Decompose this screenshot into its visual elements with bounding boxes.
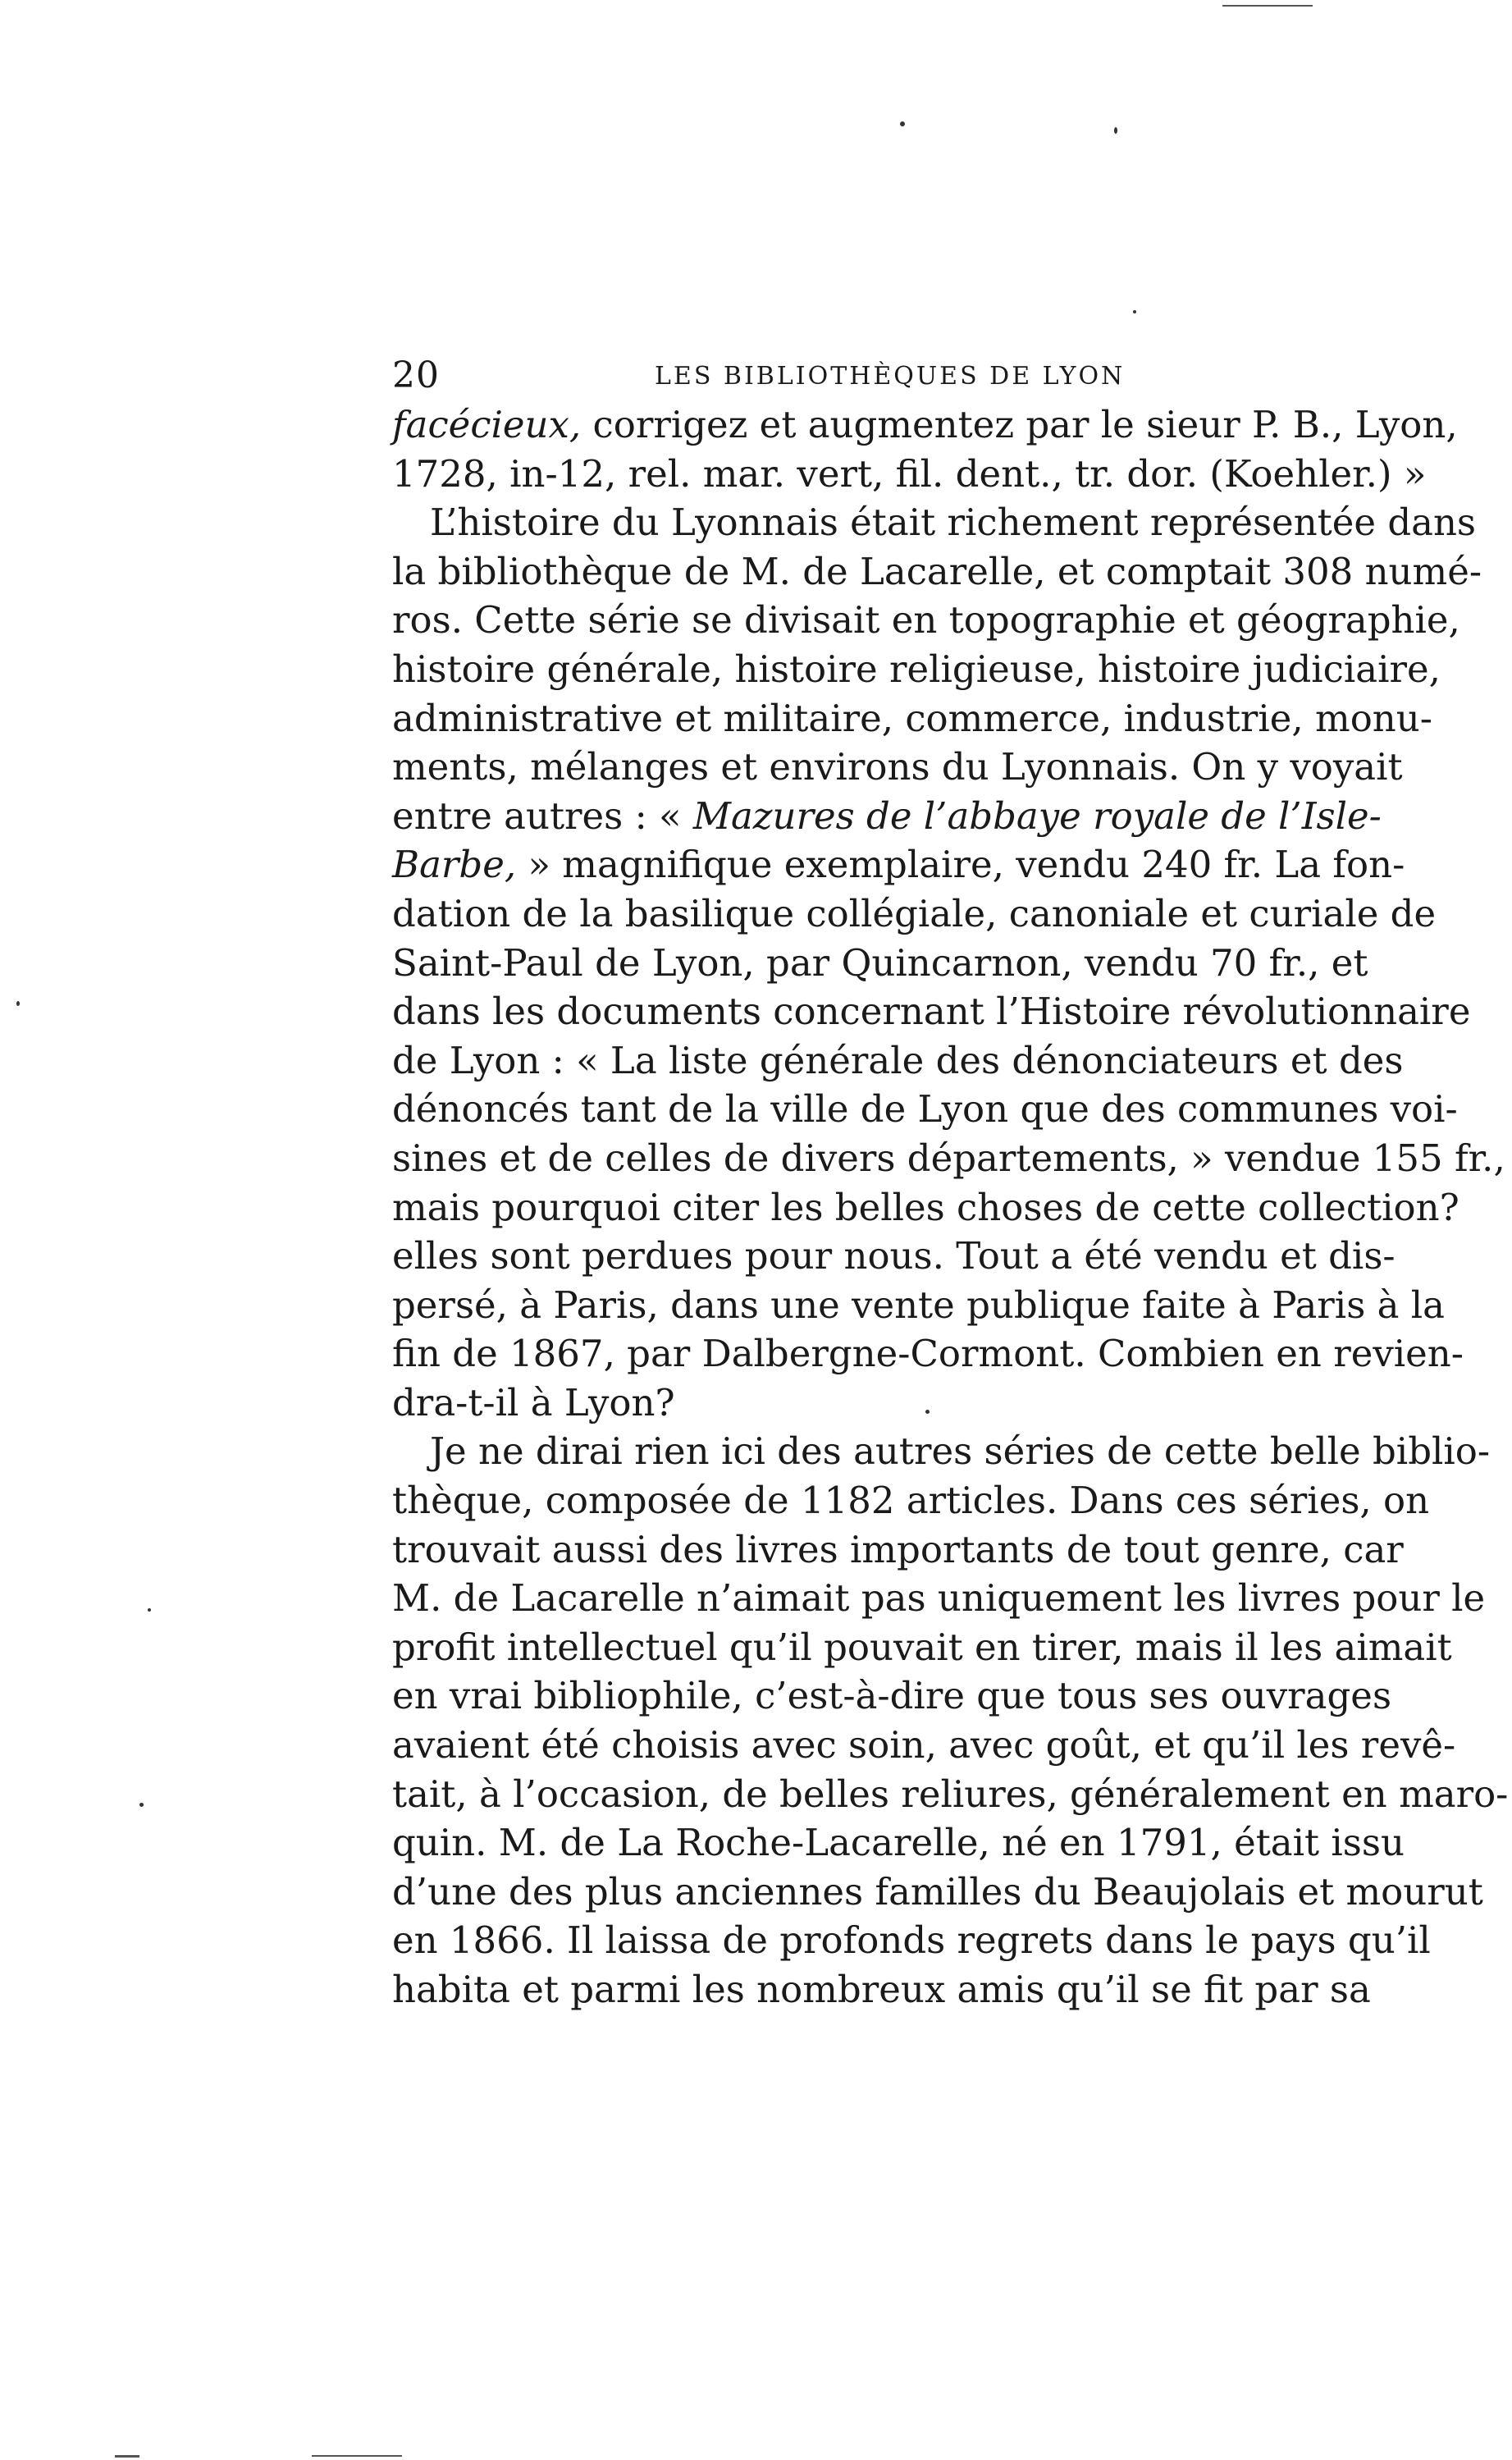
text-line: Saint-Paul de Lyon, par Quincarnon, vendu 70 fr., et [392, 940, 1368, 985]
text-line: dénoncés tant de la ville de Lyon que des communes voi- [392, 1087, 1458, 1132]
text-line: mais pourquoi citer les belles choses de cette collection? [392, 1185, 1459, 1229]
text-line: avaient été choisis avec soin, avec goût, et qu’il les revê- [392, 1723, 1456, 1767]
text-line: dans les documents concernant l’Histoire révolutionnaire [392, 990, 1471, 1034]
text-line: quin. M. de La Roche-Lacarelle, né en 1791, était issu [392, 1821, 1405, 1865]
text-line: 1728, in-12, rel. mar. vert, fil. dent., tr. dor. (Koehler.) » [392, 451, 1427, 496]
text-line: ros. Cette série se divisait en topographie et géographie, [392, 598, 1460, 642]
text-line: la bibliothèque de M. de Lacarelle, et comptait 308 numé- [392, 549, 1482, 593]
scan-speck [1133, 310, 1136, 313]
scan-speck [900, 121, 905, 126]
text-line: profit intellectuel qu’il pouvait en tirer, mais il les aimait [392, 1625, 1452, 1669]
scan-speck [139, 1803, 144, 1807]
text-line: Je ne dirai rien ici des autres séries de cette belle biblio- [430, 1429, 1491, 1474]
text-line: administrative et militaire, commerce, industrie, monu- [392, 696, 1432, 740]
running-head [392, 351, 1278, 400]
scan-speck [16, 1001, 20, 1006]
scan-speck [1114, 127, 1117, 134]
scan-speck [148, 1608, 151, 1612]
scan-edge-mark [312, 2455, 402, 2457]
text-line: persé, à Paris, dans une vente publique faite à Paris à la [392, 1283, 1445, 1327]
text-line: sines et de celles de divers départements, » vendue 155 fr., [392, 1136, 1505, 1180]
text-line: trouvait aussi des livres importants de tout genre, car [392, 1527, 1404, 1571]
text-line: entre autres : « Mazures de l’abbaye royale de l’Isle- [392, 793, 1382, 838]
text-line: elles sont perdues pour nous. Tout a été vendu et dis- [392, 1234, 1396, 1278]
page-number: 20 [392, 354, 440, 396]
text-line: fin de 1867, par Dalbergne-Cormont. Combien en revien- [392, 1332, 1464, 1376]
text-line: de Lyon : « La liste générale des dénonciateurs et des [392, 1038, 1404, 1082]
text-line: Barbe, » magnifique exemplaire, vendu 240 fr. La fon- [392, 843, 1405, 887]
scan-edge-mark [115, 2455, 139, 2458]
text-line: thèque, composée de 1182 articles. Dans ces séries, on [392, 1479, 1430, 1523]
scan-speck [925, 1410, 930, 1414]
body-text [392, 400, 1509, 2014]
text-line: en vrai bibliophile, c’est-à-dire que tous ses ouvrages [392, 1674, 1392, 1718]
text-line: dra-t-il à Lyon? [392, 1380, 675, 1424]
text-line: d’une des plus anciennes familles du Beaujolais et mourut [392, 1869, 1483, 1914]
text-line: L’histoire du Lyonnais était richement représentée dans [430, 501, 1477, 545]
text-line: M. de Lacarelle n’aimait pas uniquement les livres pour le [392, 1576, 1486, 1621]
text-line: facécieux, corrigez et augmentez par le sieur P. B., Lyon, [392, 403, 1458, 446]
text-line: habita et parmi les nombreux amis qu’il se fit par sa [392, 1968, 1371, 2011]
scan-edge-mark [1222, 5, 1313, 7]
text-line: ments, mélanges et environs du Lyonnais. On y voyait [392, 745, 1403, 789]
text-line: dation de la basilique collégiale, canoniale et curiale de [392, 891, 1437, 935]
running-title: LES BIBLIOTHÈQUES DE LYON [655, 362, 1126, 391]
text-line: en 1866. Il laissa de profonds regrets dans le pays qu’il [392, 1918, 1431, 1963]
text-line: histoire générale, histoire religieuse, histoire judiciaire, [392, 647, 1441, 691]
text-line: tait, à l’occasion, de belles reliures, généralement en maro- [392, 1772, 1509, 1816]
